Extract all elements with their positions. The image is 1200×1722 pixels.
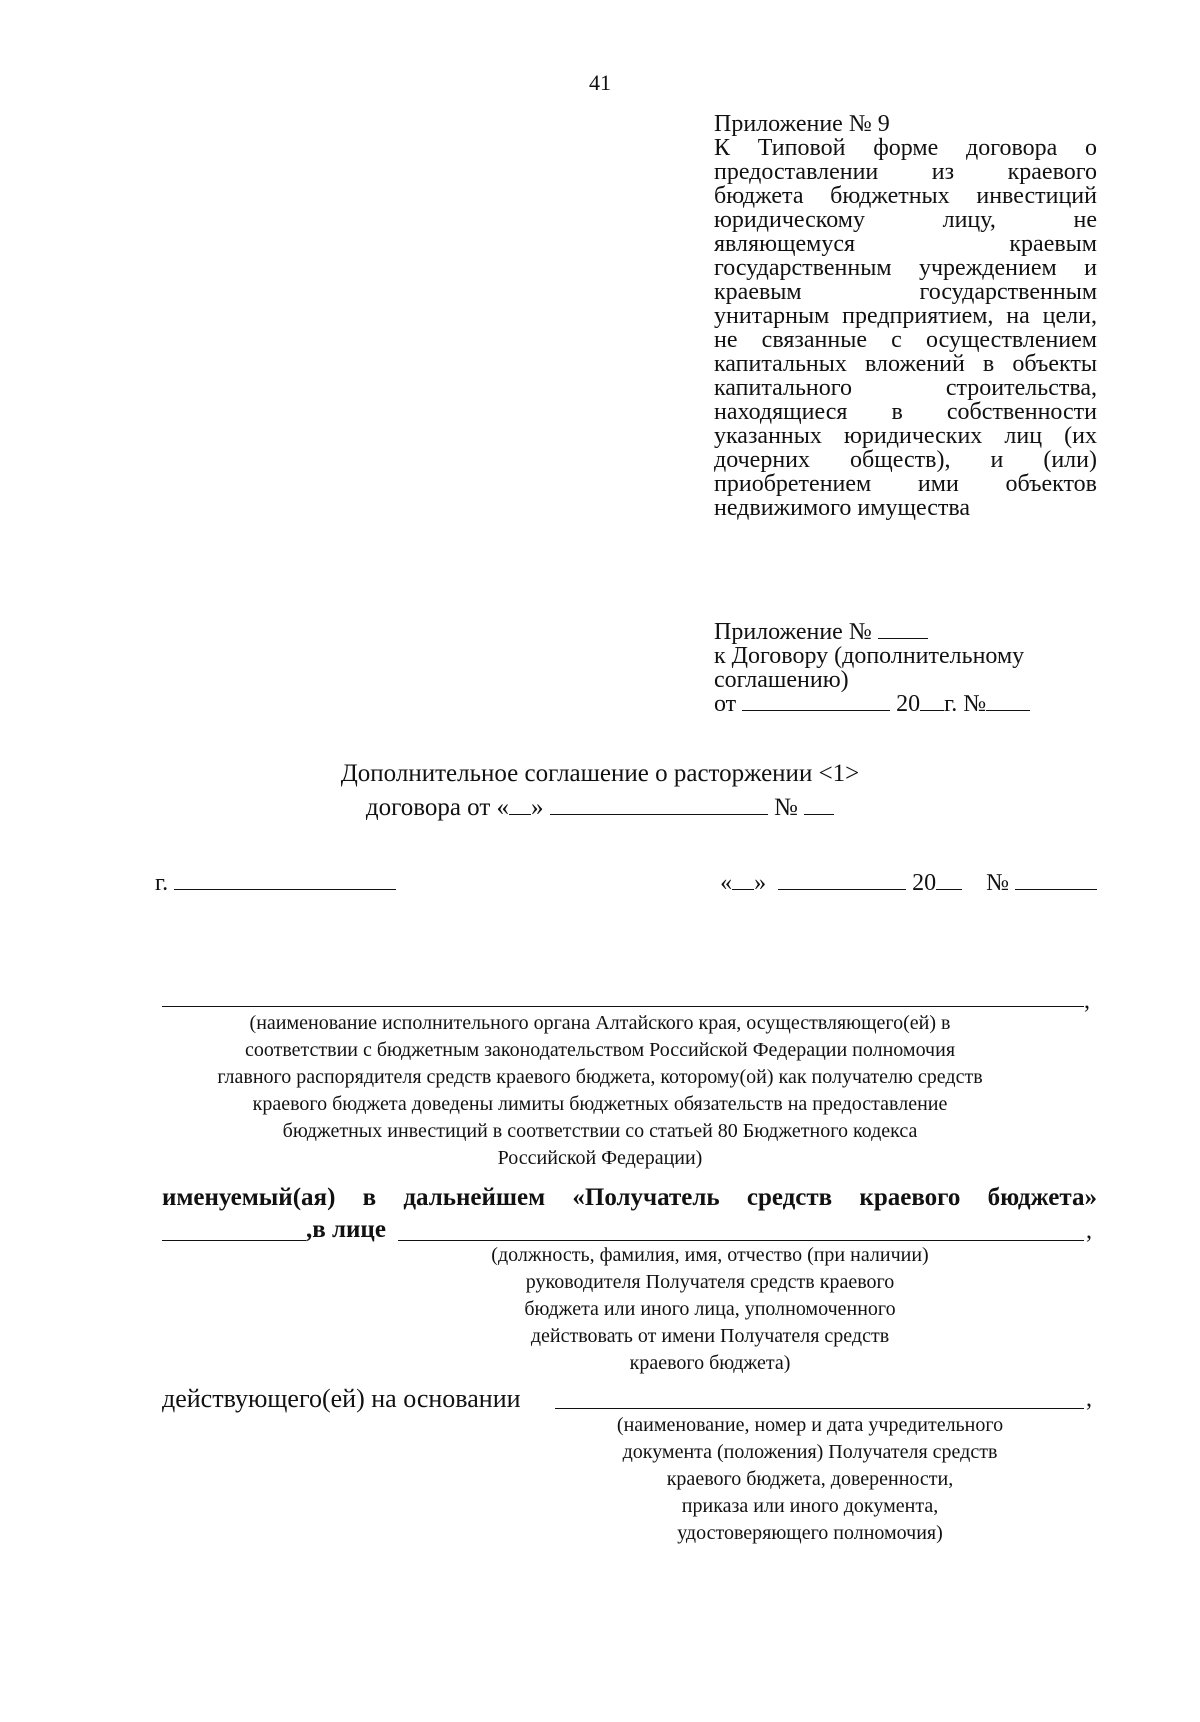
caption-line: соответствии с бюджетным законодательством Российской Федерации полномочия — [244, 1039, 956, 1061]
named-word: в — [362, 1184, 377, 1211]
comma: , — [1086, 1386, 1092, 1412]
appendix-number-blank[interactable] — [878, 620, 928, 639]
city-field: г. — [155, 870, 396, 897]
caption-line: краевого бюджета, доверенности, — [666, 1468, 954, 1490]
title-line-1: Дополнительное соглашение о расторжении <1> — [340, 760, 860, 787]
named-word: краевого — [859, 1184, 961, 1211]
named-hereinafter-line — [162, 1184, 1097, 1212]
agreement-date-blank[interactable] — [742, 692, 890, 711]
contract-date-blank[interactable] — [550, 796, 768, 815]
caption-line: бюджета или иного лица, уполномоченного — [524, 1298, 896, 1320]
title-line-2: договора от « » № — [0, 791, 1200, 825]
appendix-9-text: К Типовой форме договора о предоставлении из краевого бюджета бюджетных инвестиций юридическому лицу, не являющемуся краевым государственным учреждением и краевым государственным унитарным предприятием, на цели, не связанные с осуществлением капитальных вложений в объекты капитального строительства, находящиеся в собственности указанных юридических лиц (их дочерних обществ), и (или) приобретением ими объектов недвижимого имущества — [714, 135, 1097, 521]
appendix-blank-block — [714, 620, 1097, 716]
named-word: дальнейшем — [403, 1184, 546, 1211]
comma: , — [1086, 1218, 1092, 1244]
caption-line: главного распорядителя средств краевого бюджета, которому(ой) как получателю средств — [217, 1066, 983, 1088]
appendix-9-heading: Приложение № 9 — [714, 111, 890, 137]
basis-caption — [540, 1412, 1080, 1547]
number-blank[interactable] — [1015, 871, 1097, 890]
page-number: 41 — [589, 70, 611, 95]
month-blank[interactable] — [778, 871, 906, 890]
named-word: средств — [746, 1184, 833, 1211]
recipient-short-name-line[interactable] — [162, 1240, 306, 1241]
agreement-year-blank[interactable] — [920, 692, 944, 711]
basis-document-line[interactable] — [555, 1408, 1084, 1409]
caption-line: краевого бюджета доведены лимиты бюджетных обязательств на предоставление — [252, 1093, 948, 1115]
caption-line: (наименование исполнительного органа Алтайского края, осуществляющего(ей) в — [249, 1012, 951, 1034]
caption-line: (должность, фамилия, имя, отчество (при наличии) — [491, 1244, 929, 1266]
caption-line: (наименование, номер и дата учредительного — [616, 1414, 1004, 1436]
appendix-9-block — [714, 112, 1097, 520]
year-blank[interactable] — [936, 871, 962, 890]
caption-line: документа (положения) Получателя средств — [622, 1441, 998, 1463]
day-blank[interactable] — [732, 871, 754, 890]
document-title — [0, 757, 1200, 825]
named-word: именуемый(ая) — [162, 1184, 336, 1211]
appendix-blank-line-1: Приложение № — [714, 620, 1097, 644]
appendix-blank-line-3: соглашению) — [714, 667, 849, 693]
authority-name-line[interactable] — [162, 1006, 1084, 1007]
appendix-blank-line-2: к Договору (дополнительному — [714, 643, 1025, 669]
in-person-label: ,в лице — [306, 1216, 386, 1243]
agreement-number-blank[interactable] — [986, 692, 1030, 711]
city-blank[interactable] — [174, 871, 396, 890]
comma: , — [1084, 988, 1090, 1014]
caption-line: удостоверяющего полномочия) — [677, 1522, 943, 1544]
representative-caption — [430, 1242, 990, 1377]
contract-number-blank[interactable] — [804, 796, 834, 815]
contract-day-blank[interactable] — [509, 796, 531, 815]
named-word: «Получатель — [572, 1184, 720, 1211]
named-word: бюджета» — [987, 1184, 1097, 1211]
date-number-field: « » 20 № — [720, 870, 1097, 897]
caption-line: действовать от имени Получателя средств — [530, 1325, 890, 1347]
caption-line: приказа или иного документа, — [681, 1495, 939, 1517]
representative-line[interactable] — [398, 1240, 1084, 1241]
appendix-blank-line-4: от 20 г. № — [714, 692, 1097, 716]
caption-line: руководителя Получателя средств краевого — [525, 1271, 895, 1293]
place-date-line — [155, 870, 1097, 904]
caption-line: краевого бюджета) — [629, 1352, 791, 1374]
acting-basis-label: действующего(ей) на основании — [162, 1384, 521, 1413]
authority-caption — [110, 1010, 1090, 1172]
caption-line: бюджетных инвестиций в соответствии со статьей 80 Бюджетного кодекса — [282, 1120, 918, 1142]
caption-line: Российской Федерации) — [497, 1147, 703, 1169]
